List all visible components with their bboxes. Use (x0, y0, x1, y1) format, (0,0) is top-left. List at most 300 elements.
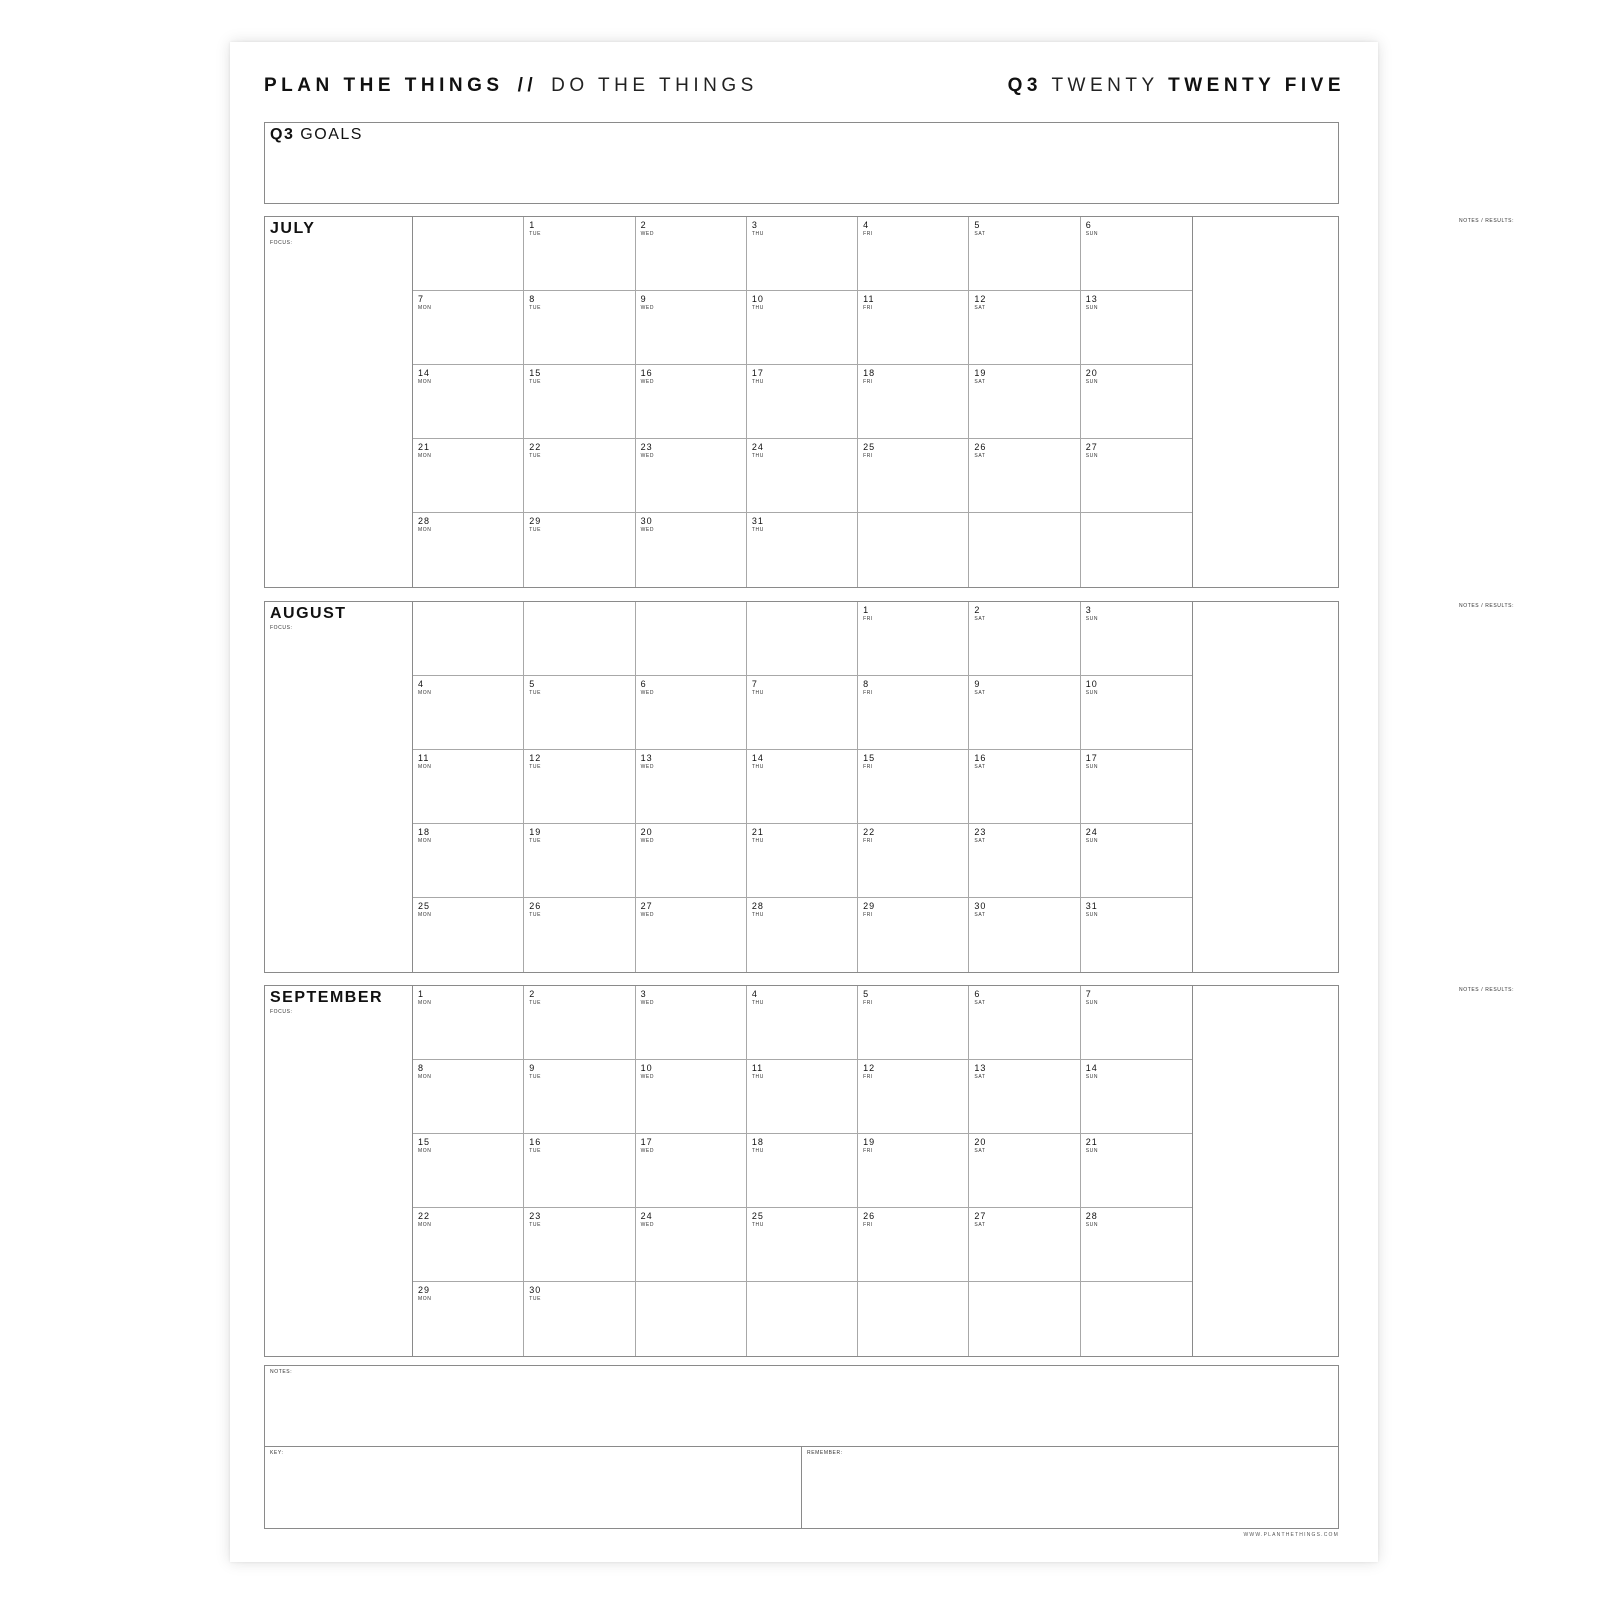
day-number: 16 (640, 368, 653, 378)
notes-results-label: NOTES / RESULTS: (1459, 218, 1515, 224)
day-number: 20 (1085, 368, 1098, 378)
day-cell[interactable] (747, 217, 858, 291)
weekday-label: TUE (529, 912, 542, 918)
day-number: 23 (529, 1211, 542, 1221)
weekday-label: FRI (863, 690, 873, 696)
day-cell[interactable] (413, 824, 524, 898)
day-cell[interactable] (747, 824, 858, 898)
day-cell[interactable] (413, 1134, 524, 1208)
weekday-label: TUE (529, 305, 542, 311)
day-number: 18 (418, 827, 431, 837)
day-number: 10 (640, 1063, 653, 1073)
day-number: 28 (418, 516, 431, 526)
day-number: 11 (418, 753, 430, 763)
day-number: 13 (974, 1063, 987, 1073)
day-number: 1 (529, 220, 536, 230)
day-number: 8 (863, 679, 870, 689)
weekday-label: MON (418, 912, 432, 918)
day-cell[interactable] (969, 1134, 1080, 1208)
header-plan-text: PLAN THE THINGS (264, 75, 504, 96)
day-cell[interactable] (858, 676, 969, 750)
weekday-label: SAT (974, 231, 986, 237)
notes-results-label: NOTES / RESULTS: (1459, 603, 1515, 609)
weekday-label: TUE (529, 764, 542, 770)
weekday-label: SUN (1085, 379, 1099, 385)
day-number: 12 (863, 1063, 876, 1073)
day-number: 24 (751, 442, 764, 452)
goals-label: GOALS (300, 126, 363, 143)
weekday-label: MON (418, 379, 432, 385)
day-number: 28 (751, 901, 764, 911)
weekday-label: THU (751, 1000, 764, 1006)
day-cell[interactable] (969, 513, 1080, 587)
day-cell[interactable] (747, 676, 858, 750)
weekday-label: SAT (974, 1074, 986, 1080)
day-number: 26 (863, 1211, 876, 1221)
notes-results-label: NOTES / RESULTS: (1459, 987, 1515, 993)
day-number: 27 (640, 901, 653, 911)
weekday-label: THU (751, 1074, 764, 1080)
day-cell[interactable] (524, 217, 635, 291)
day-cell[interactable] (969, 676, 1080, 750)
weekday-label: FRI (863, 1222, 873, 1228)
day-cell[interactable] (524, 1060, 635, 1134)
day-number: 23 (640, 442, 653, 452)
day-cell[interactable] (1081, 1208, 1192, 1282)
weekday-label: WED (640, 231, 655, 237)
weekday-label: FRI (863, 838, 873, 844)
focus-label: FOCUS: (270, 240, 293, 246)
day-cell[interactable] (524, 986, 635, 1060)
day-number: 5 (529, 679, 536, 689)
month-name: SEPTEMBER (270, 989, 384, 1006)
weekday-label: SUN (1085, 912, 1099, 918)
day-cell[interactable] (636, 898, 747, 972)
day-number: 31 (751, 516, 764, 526)
day-number: 12 (974, 294, 987, 304)
day-number: 7 (418, 294, 425, 304)
day-number: 10 (751, 294, 764, 304)
weekday-label: WED (640, 1148, 655, 1154)
day-cell[interactable] (1081, 1134, 1192, 1208)
weekday-label: MON (418, 1296, 432, 1302)
day-cell[interactable] (413, 750, 524, 824)
weekday-label: WED (640, 453, 655, 459)
weekday-label: THU (751, 912, 764, 918)
day-cell[interactable] (747, 1208, 858, 1282)
day-number: 26 (974, 442, 987, 452)
day-number: 4 (751, 989, 758, 999)
goals-title (270, 126, 363, 144)
day-number: 21 (1085, 1137, 1098, 1147)
calendar-grid (412, 602, 1193, 972)
weekday-label: SAT (974, 453, 986, 459)
day-number: 17 (640, 1137, 653, 1147)
day-number: 14 (1085, 1063, 1098, 1073)
day-cell[interactable] (858, 750, 969, 824)
day-number: 9 (640, 294, 647, 304)
day-cell[interactable] (858, 898, 969, 972)
day-number: 30 (529, 1285, 542, 1295)
header-tagline (264, 72, 758, 100)
day-cell[interactable] (858, 217, 969, 291)
weekday-label: WED (640, 912, 655, 918)
day-number: 16 (529, 1137, 542, 1147)
day-cell[interactable] (858, 1060, 969, 1134)
day-cell[interactable] (524, 1134, 635, 1208)
weekday-label: WED (640, 527, 655, 533)
day-number: 2 (529, 989, 536, 999)
day-cell[interactable] (636, 750, 747, 824)
day-cell[interactable] (969, 291, 1080, 365)
day-cell[interactable] (858, 1208, 969, 1282)
day-cell[interactable] (524, 1282, 635, 1356)
day-cell[interactable] (858, 824, 969, 898)
day-number: 10 (1085, 679, 1098, 689)
day-cell[interactable] (747, 602, 858, 676)
day-cell[interactable] (1081, 1060, 1192, 1134)
weekday-label: SAT (974, 1148, 986, 1154)
weekday-label: FRI (863, 379, 873, 385)
day-number: 8 (418, 1063, 425, 1073)
weekday-label: THU (751, 1222, 764, 1228)
day-number: 16 (974, 753, 987, 763)
day-number: 17 (1085, 753, 1098, 763)
day-number: 8 (529, 294, 536, 304)
day-cell[interactable] (1081, 365, 1192, 439)
notes-box[interactable] (265, 1366, 1338, 1447)
day-number: 29 (529, 516, 542, 526)
goals-box[interactable] (264, 122, 1339, 204)
header-quarter-title (1008, 72, 1345, 100)
weekday-label: SUN (1085, 1148, 1099, 1154)
weekday-label: SAT (974, 379, 986, 385)
day-cell[interactable] (858, 602, 969, 676)
day-cell[interactable] (413, 1282, 524, 1356)
header-quarter-label: Q3 (1007, 75, 1043, 96)
day-cell[interactable] (969, 439, 1080, 513)
weekday-label: FRI (863, 1000, 873, 1006)
weekday-label: THU (751, 1148, 764, 1154)
key-box[interactable] (265, 1447, 802, 1528)
day-number: 14 (418, 368, 431, 378)
day-cell[interactable] (524, 750, 635, 824)
day-cell[interactable] (747, 439, 858, 513)
day-cell[interactable] (747, 513, 858, 587)
weekday-label: SAT (974, 305, 986, 311)
day-cell[interactable] (524, 291, 635, 365)
weekday-label: SUN (1085, 690, 1099, 696)
day-number: 4 (863, 220, 870, 230)
weekday-label: SAT (974, 690, 986, 696)
weekday-label: WED (640, 1074, 655, 1080)
day-number: 2 (640, 220, 647, 230)
day-cell[interactable] (969, 365, 1080, 439)
day-number: 24 (640, 1211, 653, 1221)
day-cell[interactable] (413, 513, 524, 587)
day-number: 26 (529, 901, 542, 911)
weekday-label: MON (418, 305, 432, 311)
day-cell[interactable] (636, 602, 747, 676)
day-cell[interactable] (747, 291, 858, 365)
day-number: 3 (640, 989, 647, 999)
day-cell[interactable] (524, 824, 635, 898)
weekday-label: SUN (1085, 1222, 1099, 1228)
weekday-label: FRI (863, 453, 873, 459)
day-cell[interactable] (969, 1060, 1080, 1134)
day-cell[interactable] (1081, 217, 1192, 291)
day-number: 24 (1085, 827, 1098, 837)
day-cell[interactable] (636, 824, 747, 898)
day-cell[interactable] (413, 1208, 524, 1282)
weekday-label: WED (640, 379, 655, 385)
day-cell[interactable] (413, 365, 524, 439)
day-cell[interactable] (747, 1134, 858, 1208)
weekday-label: WED (640, 690, 655, 696)
weekday-label: SAT (974, 764, 986, 770)
day-cell[interactable] (524, 1208, 635, 1282)
weekday-label: SUN (1085, 305, 1099, 311)
day-number: 9 (529, 1063, 536, 1073)
weekday-label: WED (640, 305, 655, 311)
day-cell[interactable] (636, 439, 747, 513)
day-cell[interactable] (747, 365, 858, 439)
day-number: 3 (1085, 605, 1092, 615)
weekday-label: TUE (529, 379, 542, 385)
weekday-label: THU (751, 231, 764, 237)
day-number: 7 (751, 679, 758, 689)
day-number: 15 (418, 1137, 431, 1147)
day-cell[interactable] (1081, 513, 1192, 587)
day-number: 1 (418, 989, 425, 999)
day-cell[interactable] (858, 986, 969, 1060)
key-label: KEY: (270, 1450, 284, 1456)
weekday-label: MON (418, 690, 432, 696)
day-cell[interactable] (524, 602, 635, 676)
day-cell[interactable] (1081, 750, 1192, 824)
day-number: 27 (1085, 442, 1098, 452)
focus-label: FOCUS: (270, 625, 293, 631)
day-number: 22 (529, 442, 542, 452)
day-cell[interactable] (524, 513, 635, 587)
weekday-label: TUE (529, 231, 542, 237)
day-number: 23 (974, 827, 987, 837)
header-year-word-1: TWENTY (1051, 75, 1159, 96)
weekday-label: TUE (529, 1074, 542, 1080)
day-number: 22 (863, 827, 876, 837)
day-number: 6 (640, 679, 647, 689)
day-cell[interactable] (413, 898, 524, 972)
day-number: 20 (974, 1137, 987, 1147)
day-cell[interactable] (413, 439, 524, 513)
day-cell[interactable] (747, 750, 858, 824)
day-cell[interactable] (1081, 676, 1192, 750)
day-number: 30 (640, 516, 653, 526)
weekday-label: THU (751, 379, 764, 385)
day-cell[interactable] (636, 291, 747, 365)
month-block-july (264, 216, 1515, 588)
weekday-label: SUN (1085, 453, 1099, 459)
day-cell[interactable] (747, 1282, 858, 1356)
day-cell[interactable] (747, 898, 858, 972)
day-cell[interactable] (413, 602, 524, 676)
footer-url: WWW.PLANTHETHINGS.COM (1243, 1532, 1339, 1538)
weekday-label: SUN (1085, 616, 1099, 622)
day-cell[interactable] (1081, 824, 1192, 898)
day-cell[interactable] (969, 1208, 1080, 1282)
day-number: 6 (1085, 220, 1092, 230)
day-number: 13 (640, 753, 653, 763)
month-block-september (264, 985, 1515, 1357)
day-number: 12 (529, 753, 542, 763)
day-cell[interactable] (858, 513, 969, 587)
weekday-label: SAT (974, 838, 986, 844)
weekday-label: MON (418, 838, 432, 844)
header-separator: // (517, 75, 538, 96)
day-cell[interactable] (969, 1282, 1080, 1356)
weekday-label: TUE (529, 453, 542, 459)
day-cell[interactable] (858, 439, 969, 513)
day-cell[interactable] (413, 217, 524, 291)
notes-label: NOTES: (270, 1369, 293, 1375)
day-number: 9 (974, 679, 981, 689)
weekday-label: FRI (863, 1074, 873, 1080)
day-number: 4 (418, 679, 425, 689)
weekday-label: SUN (1085, 1074, 1099, 1080)
weekday-label: WED (640, 1000, 655, 1006)
header-year-word-2: TWENTY FIVE (1168, 75, 1345, 96)
weekday-label: SAT (974, 1222, 986, 1228)
day-cell[interactable] (969, 602, 1080, 676)
day-number: 27 (974, 1211, 987, 1221)
weekday-label: MON (418, 1148, 432, 1154)
day-number: 15 (529, 368, 542, 378)
weekday-label: SUN (1085, 1000, 1099, 1006)
day-number: 18 (863, 368, 876, 378)
day-number: 5 (974, 220, 981, 230)
weekday-label: TUE (529, 690, 542, 696)
day-number: 11 (863, 294, 875, 304)
weekday-label: SAT (974, 616, 986, 622)
day-cell[interactable] (1081, 986, 1192, 1060)
weekday-label: TUE (529, 838, 542, 844)
day-cell[interactable] (636, 217, 747, 291)
calendar-grid (412, 217, 1193, 587)
weekday-label: MON (418, 453, 432, 459)
remember-label: REMEMBER: (807, 1450, 843, 1456)
day-cell[interactable] (1081, 291, 1192, 365)
weekday-label: TUE (529, 1000, 542, 1006)
day-cell[interactable] (413, 291, 524, 365)
day-cell[interactable] (858, 1134, 969, 1208)
day-cell[interactable] (636, 1134, 747, 1208)
day-cell[interactable] (747, 1060, 858, 1134)
day-number: 29 (418, 1285, 431, 1295)
day-cell[interactable] (636, 365, 747, 439)
day-cell[interactable] (969, 898, 1080, 972)
day-cell[interactable] (636, 1282, 747, 1356)
weekday-label: FRI (863, 1148, 873, 1154)
day-cell[interactable] (636, 986, 747, 1060)
day-cell[interactable] (858, 365, 969, 439)
day-cell[interactable] (413, 676, 524, 750)
day-cell[interactable] (969, 217, 1080, 291)
weekday-label: MON (418, 527, 432, 533)
weekday-label: TUE (529, 1296, 542, 1302)
day-cell[interactable] (413, 986, 524, 1060)
remember-box[interactable] (802, 1447, 1338, 1528)
day-number: 13 (1085, 294, 1098, 304)
day-cell[interactable] (524, 365, 635, 439)
day-number: 21 (418, 442, 431, 452)
day-cell[interactable] (1081, 602, 1192, 676)
weekday-label: THU (751, 838, 764, 844)
weekday-label: SAT (974, 1000, 986, 1006)
day-number: 1 (863, 605, 870, 615)
weekday-label: THU (751, 764, 764, 770)
day-cell[interactable] (969, 824, 1080, 898)
weekday-label: FRI (863, 764, 873, 770)
day-cell[interactable] (524, 676, 635, 750)
day-cell[interactable] (969, 986, 1080, 1060)
day-cell[interactable] (1081, 898, 1192, 972)
day-number: 21 (751, 827, 764, 837)
day-cell[interactable] (524, 898, 635, 972)
header-do-text: DO THE THINGS (551, 75, 758, 96)
day-number: 17 (751, 368, 764, 378)
weekday-label: FRI (863, 616, 873, 622)
day-number: 25 (751, 1211, 764, 1221)
day-number: 19 (863, 1137, 876, 1147)
weekday-label: MON (418, 1000, 432, 1006)
day-number: 14 (751, 753, 764, 763)
day-number: 5 (863, 989, 870, 999)
day-number: 19 (974, 368, 987, 378)
day-number: 11 (751, 1063, 764, 1073)
day-cell[interactable] (969, 750, 1080, 824)
day-number: 3 (751, 220, 758, 230)
weekday-label: SUN (1085, 231, 1099, 237)
bottom-notes-section (264, 1365, 1339, 1529)
day-number: 29 (863, 901, 876, 911)
weekday-label: WED (640, 764, 655, 770)
day-cell[interactable] (1081, 439, 1192, 513)
day-cell[interactable] (747, 986, 858, 1060)
weekday-label: WED (640, 838, 655, 844)
day-number: 6 (974, 989, 981, 999)
day-cell[interactable] (1081, 1282, 1192, 1356)
day-cell[interactable] (858, 291, 969, 365)
day-cell[interactable] (524, 439, 635, 513)
month-block-august (264, 601, 1515, 973)
day-number: 15 (863, 753, 876, 763)
weekday-label: THU (751, 453, 764, 459)
focus-label: FOCUS: (270, 1009, 293, 1015)
day-number: 18 (751, 1137, 764, 1147)
weekday-label: TUE (529, 1148, 542, 1154)
weekday-label: FRI (863, 912, 873, 918)
day-cell[interactable] (636, 676, 747, 750)
day-cell[interactable] (636, 1060, 747, 1134)
weekday-label: TUE (529, 1222, 542, 1228)
day-cell[interactable] (636, 1208, 747, 1282)
day-cell[interactable] (636, 513, 747, 587)
day-cell[interactable] (858, 1282, 969, 1356)
weekday-label: MON (418, 764, 432, 770)
month-name: JULY (270, 220, 316, 237)
day-cell[interactable] (413, 1060, 524, 1134)
day-number: 2 (974, 605, 981, 615)
